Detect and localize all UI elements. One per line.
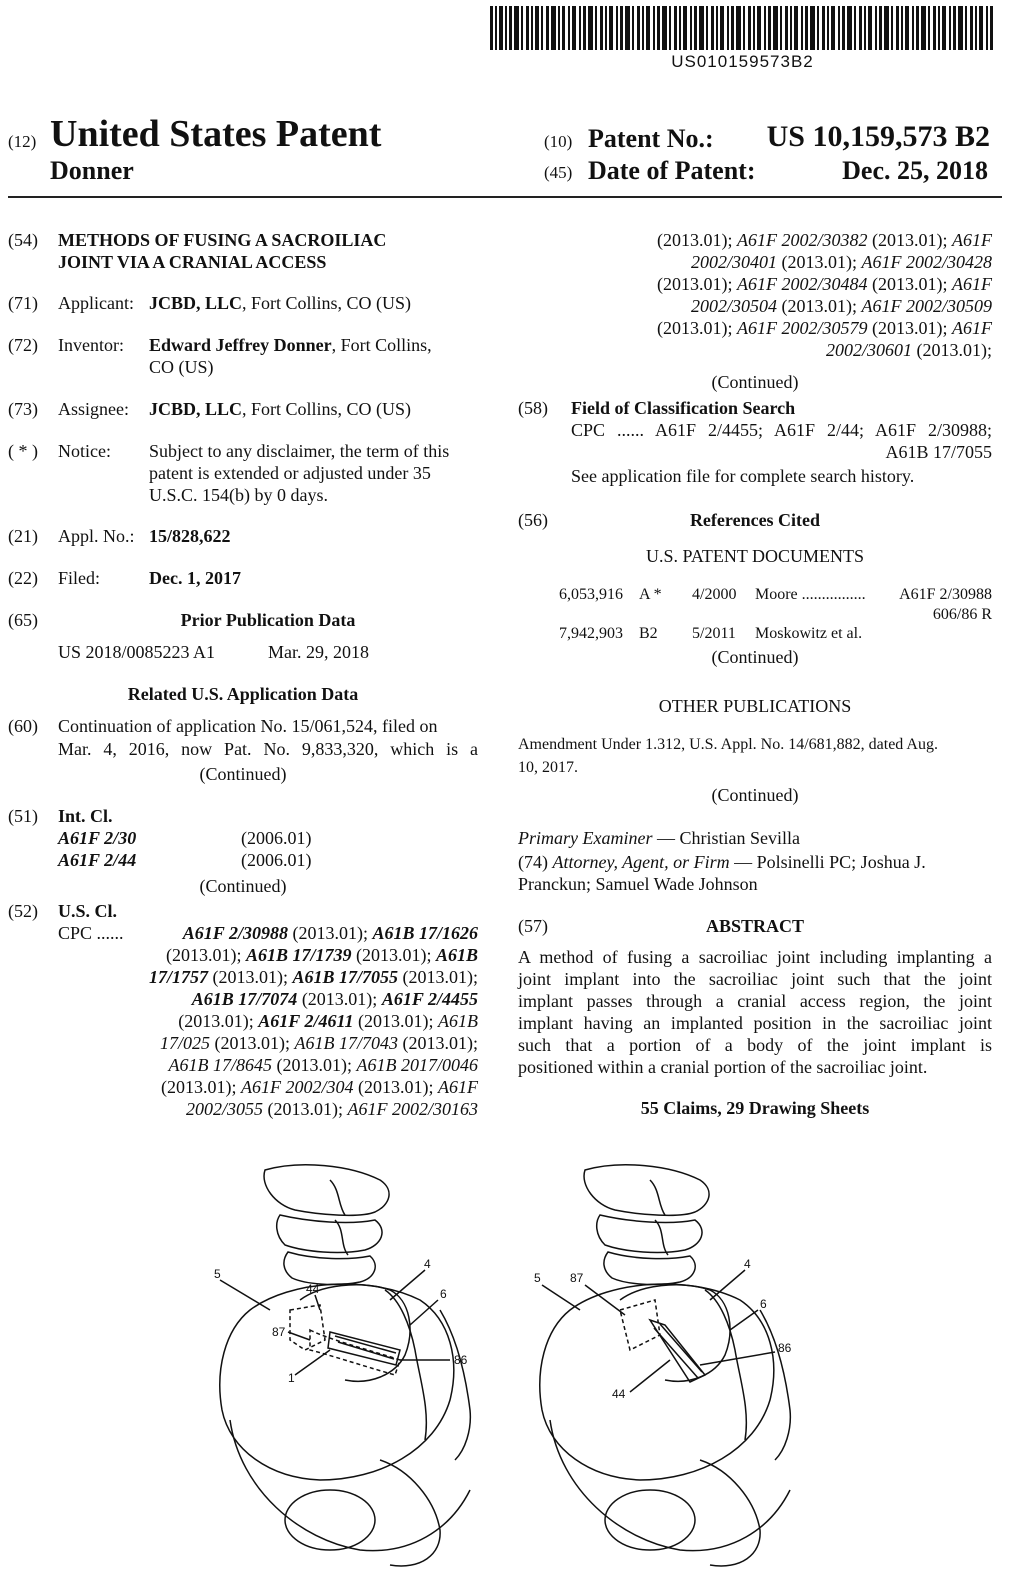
code-54: (54) [8, 230, 38, 250]
cpc-date: (2013.01); [165, 945, 246, 965]
cpc-code: A61B 17/1626 [372, 923, 478, 943]
us-cl-line-4 [58, 988, 478, 1010]
cpc-date: (2013.01); [287, 923, 373, 943]
abstract-body [518, 946, 992, 1078]
code-72: (72) [8, 335, 38, 355]
int-cl-continued: (Continued) [199, 876, 287, 896]
int-cl-2-date: (2006.01) [241, 850, 312, 870]
cpc-date: (2013.01); [353, 1011, 438, 1031]
header-rule [8, 196, 1002, 198]
filed-date: Dec. 1, 2017 [149, 568, 241, 588]
us-cl-line-9 [58, 1098, 478, 1120]
code-73: (73) [8, 399, 38, 419]
code-56: (56) [518, 510, 548, 530]
inventor-label: Inventor: [58, 335, 124, 355]
code-12: (12) [8, 132, 37, 151]
cpc-date: (2013.01); [353, 1077, 438, 1097]
cpc-code: A61B 17/7055 [292, 967, 398, 987]
filed-label: Filed: [58, 568, 101, 588]
cpc-cont-continued: (Continued) [711, 372, 799, 392]
applicant-location: , Fort Collins, CO (US) [242, 293, 412, 313]
notice-code: ( * ) [8, 441, 38, 461]
assignee [149, 398, 411, 420]
cpc-code: A61B 17/8645 [168, 1055, 272, 1075]
cpc-code: A61F 2002/30509 [861, 296, 992, 316]
drawing-label: 6 [440, 1287, 447, 1301]
cpc-cont-line-2 [518, 251, 992, 273]
drawing-right [530, 1160, 810, 1580]
other-publications-heading: OTHER PUBLICATIONS [658, 696, 852, 716]
drawing-left [210, 1160, 500, 1580]
cpc-code: A61F [438, 1077, 478, 1097]
cpc-date: (2013.01); [210, 1033, 295, 1053]
cpc-code: A61F 2/4611 [258, 1011, 354, 1031]
cpc-code: A61F [952, 230, 992, 250]
code-60: (60) [8, 716, 38, 736]
prior-pub-number: US 2018/0085223 A1 [58, 642, 216, 662]
cpc-code: 2002/30601 [825, 340, 912, 360]
cpc-date: (2013.01); [161, 1077, 241, 1097]
cpc-code: A61B 17/7074 [191, 989, 298, 1009]
field-search-heading: Field of Classification Search [571, 398, 796, 418]
us-cl-heading: U.S. Cl. [58, 901, 118, 921]
int-cl-heading: Int. Cl. [58, 806, 113, 826]
cpc-date: (2013.01); [657, 230, 737, 250]
cpc-date: (2013.01); [272, 1055, 357, 1075]
patent-title: United States Patent [50, 113, 382, 155]
code-22: (22) [8, 568, 38, 588]
us-cl-line-1 [130, 922, 478, 944]
drawing-label: 4 [424, 1257, 431, 1271]
appl-no-label: Appl. No.: [58, 526, 135, 546]
us-patent-docs-heading: U.S. PATENT DOCUMENTS [645, 546, 865, 566]
abstract-line: positioned within a cranial portion of the sacroiliac joint. [518, 1057, 928, 1077]
us-cl-line-6 [58, 1032, 478, 1054]
ref-class-2: 606/86 R [932, 606, 992, 623]
cpc-code: A61F [952, 318, 992, 338]
attorney-line-1 [518, 851, 926, 873]
drawing-label: 87 [272, 1325, 286, 1339]
code-71: (71) [8, 293, 38, 313]
cpc-code: A61B 2017/0046 [356, 1055, 478, 1075]
cpc-date: (2013.01); [867, 318, 952, 338]
applicant-name: JCBD, LLC [149, 293, 243, 313]
abstract-line: such that a portion of a body of the joint implant is [518, 1035, 992, 1055]
code-57: (57) [518, 916, 548, 936]
cpc-date: (2013.01); [777, 252, 862, 272]
cpc-date: (2013.01); [398, 1033, 478, 1053]
title-line-2: JOINT VIA A CRANIAL ACCESS [58, 252, 327, 272]
cpc-cont-line-4 [518, 295, 992, 317]
document-number: US010159573B2 [671, 52, 814, 71]
related-heading: Related U.S. Application Data [127, 684, 359, 704]
cpc-code: A61F 2/4455 [381, 989, 478, 1009]
applicant [149, 292, 411, 314]
notice-line-2: patent is extended or adjusted under 35 [149, 463, 431, 483]
cpc-date: (2013.01); [207, 967, 293, 987]
field-search-line-2: A61B 17/7055 [885, 442, 992, 462]
cpc-cont-line-5 [518, 317, 992, 339]
cpc-date: (2013.01); [657, 274, 737, 294]
cpc-code: A61F 2/30988 [182, 923, 288, 943]
cpc-date: (2013.01); [777, 296, 862, 316]
inventor [149, 334, 432, 356]
code-52: (52) [8, 901, 38, 921]
drawing-label: 5 [214, 1267, 221, 1281]
cpc-date: (2013.01); [263, 1099, 348, 1119]
attorney-label: Attorney, Agent, or Firm [552, 852, 730, 872]
refs-continued: (Continued) [711, 647, 799, 667]
field-search-line-1: CPC ...... A61F 2/4455; A61F 2/44; A61F 2/30988; [571, 420, 992, 440]
cpc-code: A61F 2002/30428 [861, 252, 992, 272]
cpc-code: A61F 2002/30484 [737, 274, 868, 294]
examiner-label: Primary Examiner [518, 828, 653, 848]
other-pub-line-2: 10, 2017. [518, 759, 578, 776]
abstract-line: joint implant into the sacroiliac joint such that the joint [518, 969, 992, 989]
assignee-name: JCBD, LLC [149, 399, 243, 419]
prior-pub-heading: Prior Publication Data [180, 610, 356, 630]
examiner-name: — Christian Sevilla [652, 828, 800, 848]
inventor-name: Edward Jeffrey Donner [149, 335, 332, 355]
date-of-patent: Dec. 25, 2018 [842, 156, 988, 185]
inventor-location-2: CO (US) [149, 357, 214, 377]
ref-number: 6,053,916 [559, 586, 623, 603]
int-cl-2: A61F 2/44 [58, 850, 137, 870]
code-65: (65) [8, 610, 38, 630]
drawing-label: 1 [288, 1371, 295, 1385]
cpc-cont-line-3 [518, 273, 992, 295]
applicant-label: Applicant: [58, 293, 134, 313]
cpc-code: A61F 2002/30579 [737, 318, 868, 338]
cpc-code: 17/1757 [148, 967, 208, 987]
abstract-line: A method of fusing a sacroiliac joint including implanting a [518, 947, 992, 967]
drawing-label: 86 [454, 1353, 468, 1367]
code-21: (21) [8, 526, 38, 546]
drawing-label: 4 [744, 1257, 751, 1271]
inventor-location: , Fort Collins, [331, 335, 432, 355]
drawing-label: 5 [534, 1271, 541, 1285]
ref-kind: B2 [639, 625, 658, 642]
cpc-date: (2013.01); [297, 989, 382, 1009]
prior-pub-date: Mar. 29, 2018 [268, 642, 369, 662]
cpc-code: A61F 2002/304 [241, 1077, 354, 1097]
appl-no: 15/828,622 [149, 526, 231, 546]
cpc-code: 2002/3055 [185, 1099, 263, 1119]
int-cl-1-date: (2006.01) [241, 828, 312, 848]
ref-kind: A * [639, 586, 662, 603]
notice-line-3: U.S.C. 154(b) by 0 days. [149, 485, 328, 505]
abstract-heading: ABSTRACT [705, 916, 805, 936]
drawing-label: 86 [778, 1341, 792, 1355]
barcode [490, 6, 995, 50]
cpc-date: (2013.01); [398, 967, 478, 987]
us-cl-line-2 [58, 944, 478, 966]
inventor-surname: Donner [50, 156, 134, 185]
other-pub-line-1: Amendment Under 1.312, U.S. Appl. No. 14/681,882, dated Aug. [518, 736, 938, 753]
us-cl-line-8 [58, 1076, 478, 1098]
code-10: (10) [544, 132, 573, 151]
references-heading: References Cited [689, 510, 821, 530]
notice-label: Notice: [58, 441, 111, 461]
us-cl-line-5 [58, 1010, 478, 1032]
primary-examiner [518, 827, 800, 849]
abstract-line: implant passes through a cranial access region, the joint [518, 991, 992, 1011]
drawing-label: 6 [760, 1297, 767, 1311]
assignee-location: , Fort Collins, CO (US) [242, 399, 412, 419]
code-58: (58) [518, 398, 548, 418]
cpc-date: (2013.01); [178, 1011, 259, 1031]
cpc-code: A61F [952, 274, 992, 294]
abstract-line: implant having an implanted position in the sacroiliac joint [518, 1013, 992, 1033]
cpc-code: A61B 17/7043 [294, 1033, 398, 1053]
us-cl-line-7 [58, 1054, 478, 1076]
cpc-date: (2013.01); [657, 318, 737, 338]
drawing-label: 87 [570, 1271, 584, 1285]
cpc-code: 2002/30401 [690, 252, 777, 272]
continuation-line-2: Mar. 4, 2016, now Pat. No. 9,833,320, which is a [58, 739, 478, 759]
int-cl-1: A61F 2/30 [58, 828, 137, 848]
code-74: (74) [518, 852, 548, 872]
code-45: (45) [544, 163, 573, 182]
attorney-line-2: Pranckun; Samuel Wade Johnson [518, 874, 758, 894]
drawing-label: 44 [612, 1387, 626, 1401]
code-51: (51) [8, 806, 38, 826]
ref-date: 4/2000 [692, 586, 737, 603]
cpc-code: A61B [438, 1011, 478, 1031]
cpc-date: (2013.01); [912, 340, 992, 360]
patent-no-label: Patent No.: [588, 124, 714, 153]
cpc-code: A61F 2002/30163 [347, 1099, 478, 1119]
ref-name: Moore ................ [755, 586, 866, 603]
title-line-1: METHODS OF FUSING A SACROILIAC [58, 230, 387, 250]
field-search-line-3: See application file for complete search history. [571, 466, 915, 486]
patent-number: US 10,159,573 B2 [766, 120, 990, 153]
us-cl-cpc-label: CPC ...... [58, 923, 124, 943]
ref-name: Moskowitz et al. [755, 625, 863, 642]
us-cl-line-3 [58, 966, 478, 988]
drawing-label: 44 [306, 1282, 320, 1296]
cpc-date: (2013.01); [867, 274, 952, 294]
continuation-line-1: Continuation of application No. 15/061,524, filed on [58, 716, 438, 736]
cpc-cont-line-1 [518, 229, 992, 251]
cpc-code: A61F 2002/30382 [737, 230, 868, 250]
ref-date: 5/2011 [692, 625, 736, 642]
ref-class: A61F 2/30988 [899, 586, 992, 603]
cpc-code: 17/025 [159, 1033, 210, 1053]
other-pub-continued: (Continued) [711, 785, 799, 805]
cpc-date: (2013.01); [351, 945, 436, 965]
claims-count: 55 Claims, 29 Drawing Sheets [640, 1098, 870, 1118]
ref-number: 7,942,903 [559, 625, 623, 642]
cpc-cont-line-6 [518, 339, 992, 361]
cpc-code: A61B 17/1739 [245, 945, 352, 965]
cpc-code: A61B [435, 945, 478, 965]
attorney-names-1: — Polsinelli PC; Joshua J. [729, 852, 926, 872]
cpc-code: 2002/30504 [690, 296, 777, 316]
date-label: Date of Patent: [588, 156, 756, 185]
continuation-continued: (Continued) [199, 764, 287, 784]
assignee-label: Assignee: [58, 399, 129, 419]
cpc-date: (2013.01); [867, 230, 952, 250]
notice-line-1: Subject to any disclaimer, the term of this [149, 441, 450, 461]
